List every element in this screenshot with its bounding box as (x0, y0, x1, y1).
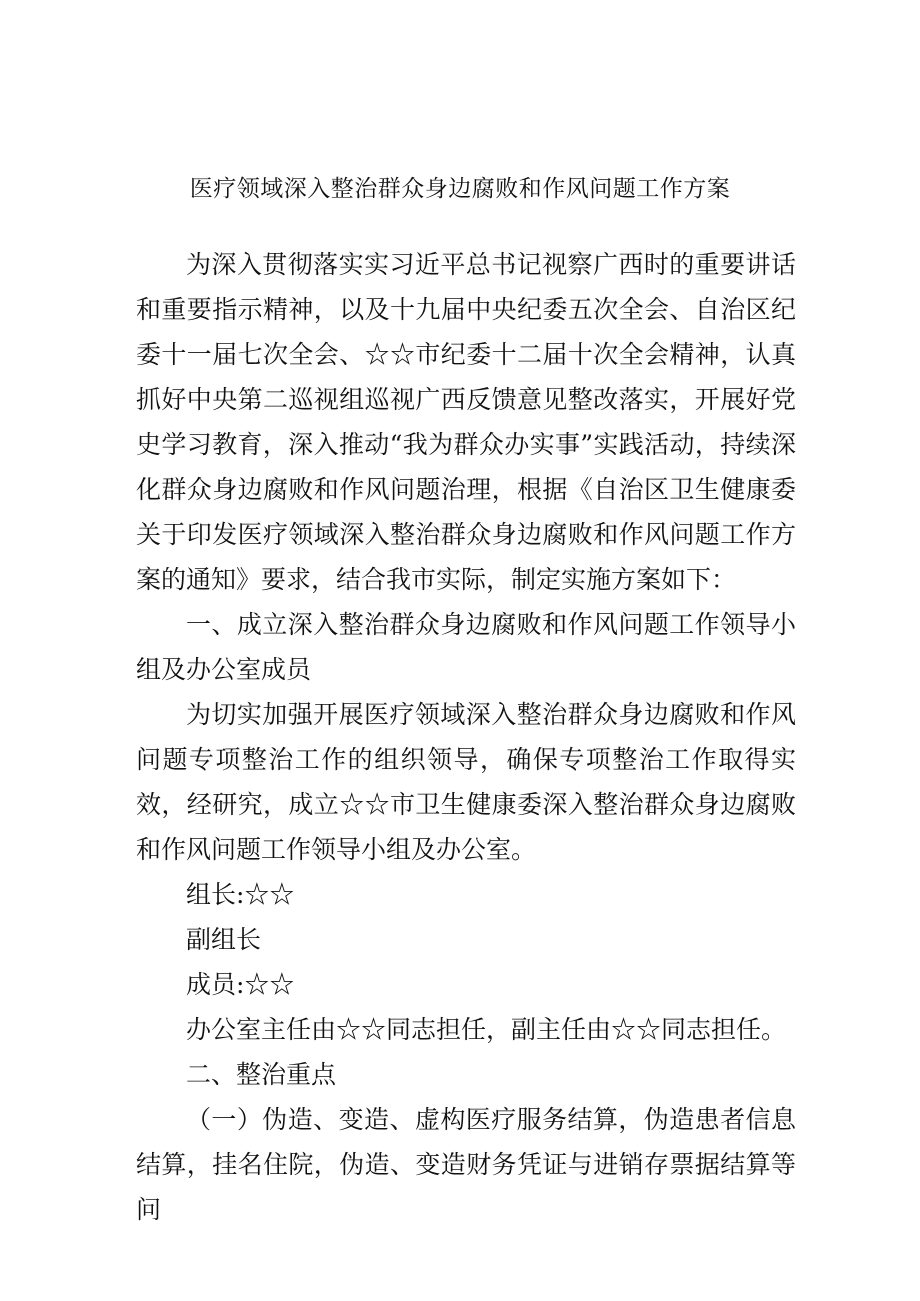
leader-line: 组长:☆☆ (186, 880, 295, 909)
document-body (136, 242, 796, 1232)
section-heading-2: 二、整治重点 (186, 1060, 337, 1089)
section-1-paragraph: 为切实加强开展医疗领域深入整治群众身边腐败和作风问题专项整治工作的组织领导，确保专项整治工作取得实效，经研究，成立☆☆市卫生健康委深入整治群众身边腐败和作风问题工作领导小组及办公室。 (136, 700, 796, 864)
intro-paragraph: 为深入贯彻落实实习近平总书记视察广西时的重要讲话和重要指示精神，以及十九届中央纪委五次全会、自治区纪委十一届七次全会、☆☆市纪委十二届十次全会精神，认真抓好中央第二巡视组巡视广西反馈意见整改落实，开展好党史学习教育，深入推动“我为群众办实事”实践活动，持续深化群众身边腐败和作风问题治理，根据《自治区卫生健康委关于印发医疗领域深入整治群众身边腐败和作风问题工作方案的通知》要求，结合我市实际，制定实施方案如下： (136, 250, 796, 594)
office-director-line: 办公室主任由☆☆同志担任，副主任由☆☆同志担任。 (186, 1015, 787, 1044)
deputy-leader-line: 副组长 (186, 925, 262, 954)
section-2-item-1: （一）伪造、变造、虚构医疗服务结算，伪造患者信息结算，挂名住院，伪造、变造财务凭证与进销存票据结算等问 (136, 1105, 796, 1224)
section-heading-1: 一、成立深入整治群众身边腐败和作风问题工作领导小组及办公室成员 (136, 610, 796, 684)
document-title: 医疗领域深入整治群众身边腐败和作风问题工作方案 (189, 176, 731, 202)
members-line: 成员:☆☆ (186, 970, 295, 999)
